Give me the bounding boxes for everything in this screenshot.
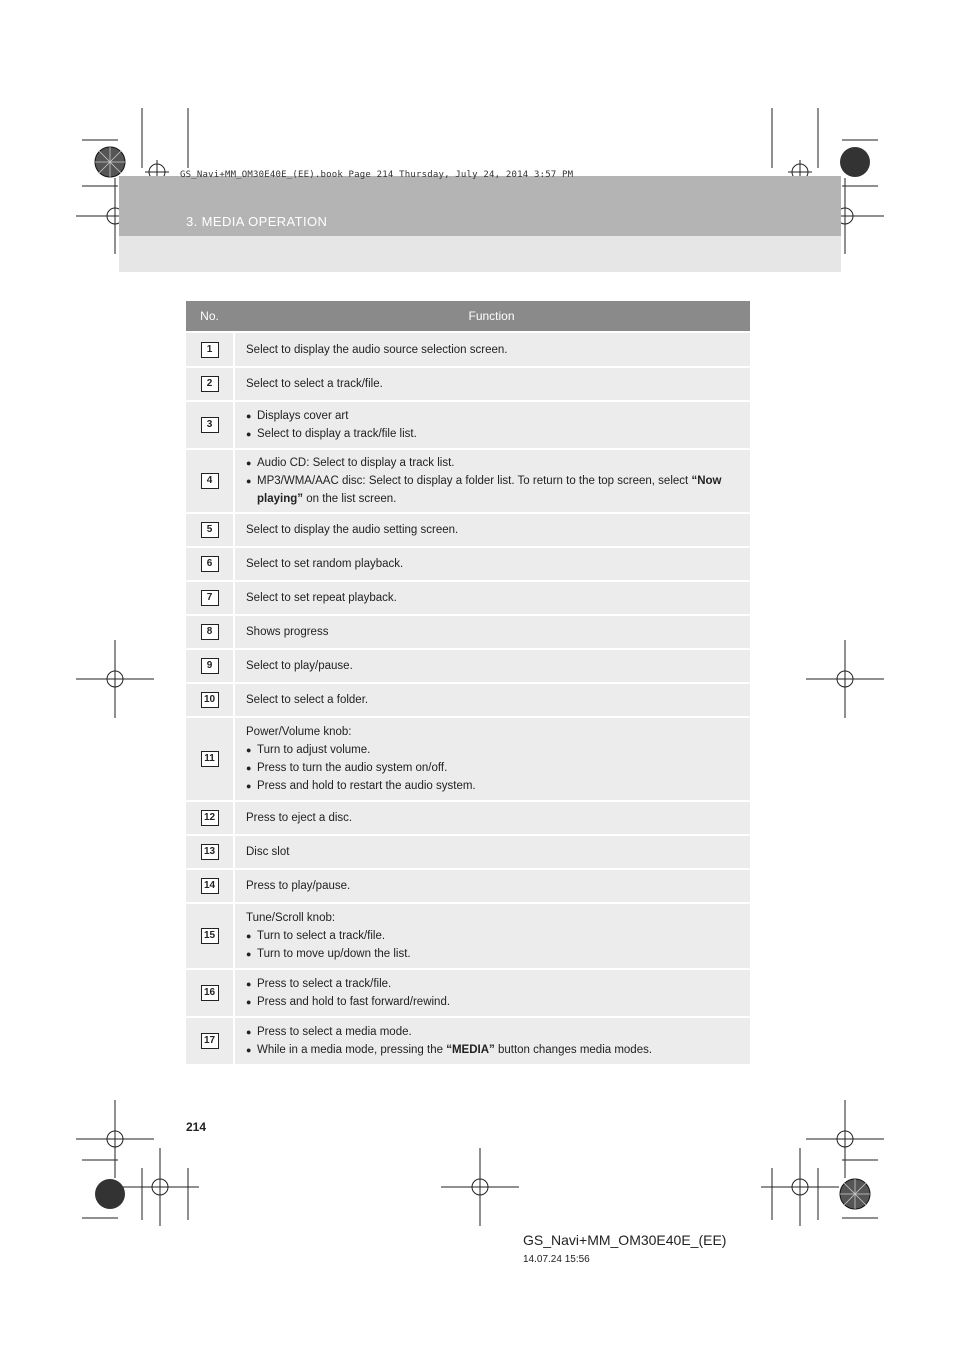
- row-description: [233, 904, 750, 968]
- row-number: [186, 333, 233, 366]
- number-badge: 10: [201, 692, 219, 708]
- row-number: [186, 718, 233, 800]
- number-badge: 17: [201, 1033, 219, 1049]
- row-number: [186, 904, 233, 968]
- table-row: [186, 1018, 750, 1064]
- row-description: Select to select a track/file.: [233, 368, 750, 400]
- row-number: [186, 970, 233, 1016]
- table-header-row: [186, 301, 750, 331]
- number-badge: 2: [201, 376, 219, 392]
- row-number: [186, 450, 233, 512]
- row-description: Select to select a folder.: [233, 684, 750, 716]
- table-row: [186, 333, 750, 366]
- bullet-text-cont: button changes media modes.: [494, 1044, 653, 1056]
- number-badge: 12: [201, 810, 219, 826]
- header-no: No.: [186, 301, 233, 331]
- row-description: Disc slot: [233, 836, 750, 868]
- row-number: [186, 1018, 233, 1064]
- number-badge: 14: [201, 878, 219, 894]
- number-badge: 8: [201, 624, 219, 640]
- row-description: Press to eject a disc.: [233, 802, 750, 834]
- number-badge: 1: [201, 342, 219, 358]
- table-row: [186, 904, 750, 968]
- table-row: [186, 402, 750, 448]
- row-description: [233, 402, 750, 448]
- row-description: Select to set repeat playback.: [233, 582, 750, 614]
- table-row: [186, 650, 750, 682]
- document-code: GS_Navi+MM_OM30E40E_(EE): [523, 1232, 727, 1248]
- number-badge: 3: [201, 417, 219, 433]
- number-badge: 16: [201, 985, 219, 1001]
- table-row: [186, 718, 750, 800]
- row-description: Shows progress: [233, 616, 750, 648]
- bullet-item: ● Displays cover art: [246, 407, 742, 425]
- table-row: [186, 870, 750, 902]
- row-description: [233, 970, 750, 1016]
- bullet-text: MP3/WMA/AAC disc: Select to display a folder list. To return to the top screen, select: [257, 475, 689, 487]
- table-row: [186, 548, 750, 580]
- row-number: [186, 870, 233, 902]
- number-badge: 6: [201, 556, 219, 572]
- bullet-item: ● Turn to adjust volume.: [246, 741, 742, 759]
- bullet-text-cont: on the list screen.: [303, 493, 397, 505]
- section-title: 3. MEDIA OPERATION: [186, 214, 328, 229]
- bullet-item: ● Press to select a track/file.: [246, 975, 742, 993]
- media-button-label: “MEDIA”: [446, 1044, 495, 1056]
- number-badge: 13: [201, 844, 219, 860]
- row-description: Select to display the audio setting screen.: [233, 514, 750, 546]
- bullet-item: [246, 1041, 742, 1059]
- table-row: [186, 616, 750, 648]
- table-row: [186, 514, 750, 546]
- row-number: [186, 548, 233, 580]
- row-number: [186, 402, 233, 448]
- row-number: [186, 582, 233, 614]
- bullet-item: ● Press to select a media mode.: [246, 1023, 742, 1041]
- document-date: 14.07.24 15:56: [523, 1254, 590, 1265]
- row-description: Select to play/pause.: [233, 650, 750, 682]
- bullet-item: ● Press and hold to fast forward/rewind.: [246, 993, 742, 1011]
- row-number: [186, 514, 233, 546]
- bullet-item: ● Press and hold to restart the audio system.: [246, 777, 742, 795]
- row-number: [186, 802, 233, 834]
- row-number: [186, 616, 233, 648]
- number-badge: 7: [201, 590, 219, 606]
- table-row: [186, 450, 750, 512]
- row-description: [233, 450, 750, 512]
- row-intro: Tune/Scroll knob:: [246, 912, 336, 924]
- page-number: 214: [186, 1120, 207, 1134]
- row-intro: Power/Volume knob:: [246, 726, 352, 738]
- row-description: [233, 718, 750, 800]
- bullet-item: ● Select to display a track/file list.: [246, 425, 742, 443]
- function-table: [186, 299, 750, 1066]
- row-description: Press to play/pause.: [233, 870, 750, 902]
- row-description: Select to set random playback.: [233, 548, 750, 580]
- row-number: [186, 368, 233, 400]
- now-playing-label: “Now playing”: [257, 475, 722, 505]
- table-row: [186, 836, 750, 868]
- row-number: [186, 836, 233, 868]
- bullet-item: ● Turn to select a track/file.: [246, 927, 742, 945]
- row-description: Select to display the audio source selection screen.: [233, 333, 750, 366]
- table-row: [186, 970, 750, 1016]
- bullet-item: ● Press to turn the audio system on/off.: [246, 759, 742, 777]
- book-info-line: GS_Navi+MM_OM30E40E_(EE).book Page 214 Thursday, July 24, 2014 3:57 PM: [180, 170, 574, 180]
- row-number: [186, 684, 233, 716]
- bullet-item: ● Turn to move up/down the list.: [246, 945, 742, 963]
- bullet-item: ● Audio CD: Select to display a track list.: [246, 454, 742, 472]
- row-number: [186, 650, 233, 682]
- row-description: [233, 1018, 750, 1064]
- number-badge: 11: [201, 751, 219, 767]
- table-row: [186, 802, 750, 834]
- number-badge: 9: [201, 658, 219, 674]
- number-badge: 4: [201, 473, 219, 489]
- table-row: [186, 684, 750, 716]
- table-row: [186, 368, 750, 400]
- table-row: [186, 582, 750, 614]
- bullet-item: [246, 472, 742, 508]
- number-badge: 15: [201, 928, 219, 944]
- bullet-text: While in a media mode, pressing the: [257, 1044, 447, 1056]
- number-badge: 5: [201, 522, 219, 538]
- header-function: Function: [233, 301, 750, 331]
